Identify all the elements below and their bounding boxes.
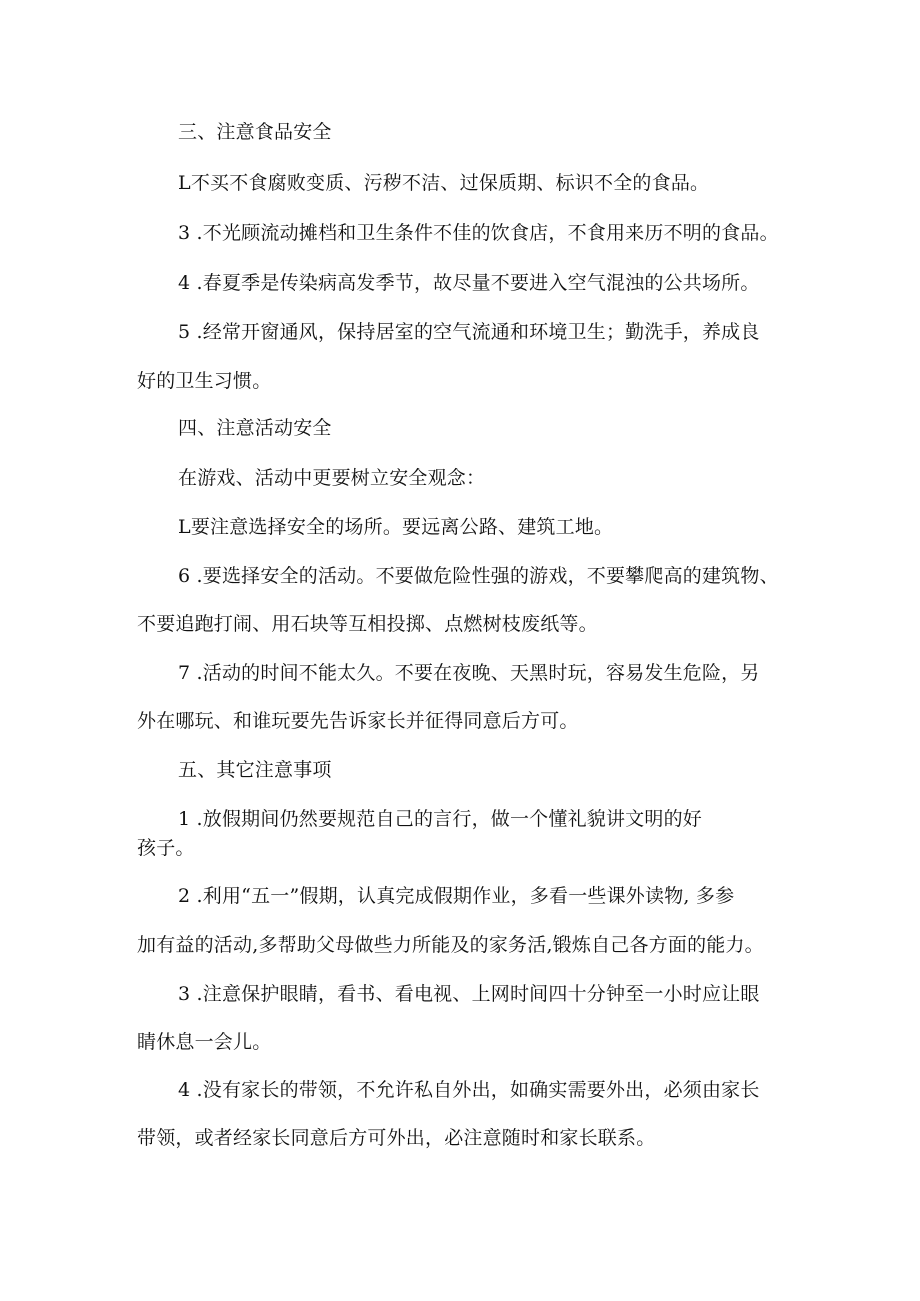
paragraph-line: 加有益的活动,多帮助父母做些力所能及的家务活,锻炼自己各方面的能力。 [137,934,764,956]
section-heading-other-notes: 五、其它注意事项 [178,759,332,781]
section-heading-activity-safety: 四、注意活动安全 [178,417,332,439]
paragraph-line: 在游戏、活动中更要树立安全观念： [178,467,486,489]
paragraph-line: 4 .春夏季是传染病高发季节，故尽量不要进入空气混浊的公共场所。 [178,272,760,294]
paragraph-line: 3 .注意保护眼睛，看书、看电视、上网时间四十分钟至一小时应让眼 [178,983,760,1005]
paragraph-line: 5 .经常开窗通风，保持居室的空气流通和环境卫生；勤洗手，养成良 [178,321,760,343]
paragraph-line: 3 .不光顾流动摊档和卫生条件不佳的饮食店，不食用来历不明的食品。 [178,222,779,244]
paragraph-line: L要注意选择安全的场所。要远离公路、建筑工地。 [178,516,614,538]
paragraph-line: 2 .利用“五一”假期，认真完成假期作业，多看一些课外读物, 多参 [178,885,735,907]
paragraph-line: 4 .没有家长的带领，不允许私自外出，如确实需要外出，必须由家长 [178,1079,760,1101]
paragraph-line: 好的卫生习惯。 [137,370,272,392]
paragraph-line: 睛休息一会儿。 [137,1031,272,1053]
paragraph-line: 7 .活动的时间不能太久。不要在夜晚、天黑时玩，容易发生危险，另 [178,662,760,684]
paragraph-line: 孩子。 [137,837,195,859]
paragraph-line: 6 .要选择安全的活动。不要做危险性强的游戏，不要攀爬高的建筑物、 [178,565,779,587]
paragraph-line: 1 .放假期间仍然要规范自己的言行，做一个懂礼貌讲文明的好 [178,808,702,830]
paragraph-line: 不要追跑打闹、用石块等互相投掷、点燃树枝废纸等。 [137,613,598,635]
paragraph-line: 带领，或者经家长同意后方可外出，必注意随时和家长联系。 [137,1127,656,1149]
paragraph-line: 外在哪玩、和谁玩要先告诉家长并征得同意后方可。 [137,710,579,732]
section-heading-food-safety: 三、注意食品安全 [178,121,332,143]
paragraph-line: L不买不食腐败变质、污秽不洁、过保质期、标识不全的食品。 [178,172,710,194]
